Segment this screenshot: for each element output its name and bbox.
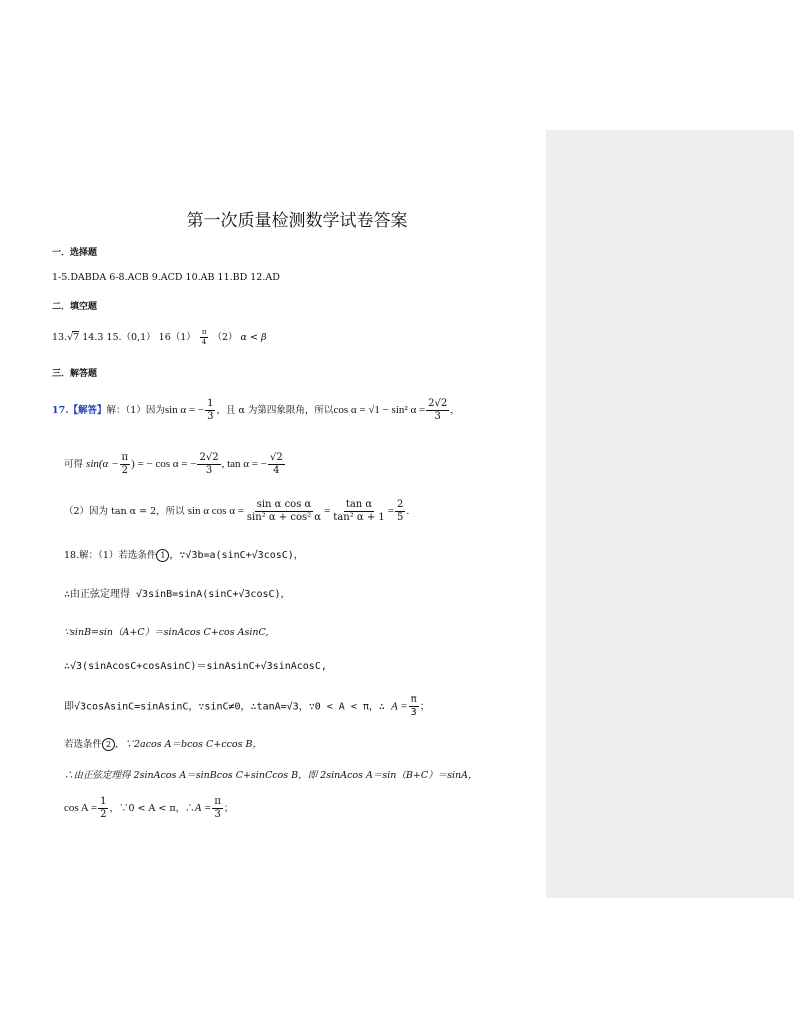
q18-line8: cos A = $\frac{1}{2}$ ，∵0 < A < π，∴A = $\frac{\pi}{3}$ ； <box>64 796 234 820</box>
q18-line1: 18.解：（1）若选条件 1 ，∵√3b=a(sinC+√3cosC)， <box>64 550 304 561</box>
circled-number: 1 <box>156 549 169 562</box>
fraction: $\frac{\pi}{3}$ <box>214 796 221 820</box>
q17-line3: （2）因为 tan α = 2，所以 sin α cos α = $\frac{\text{sin α cos α}}{\text{sin² α + cos² α}}$ = $\frac{\text{tan α}}{\text{tan² α + 1}}$ = $\frac{2}{5}$ . <box>64 499 410 523</box>
q18-line3: ∵sinB=sin（A+C）＝sinAcos C+cos AsinC, <box>64 627 269 638</box>
fraction: $\frac{1}{2}$ <box>100 796 107 820</box>
fill-answers: 13.√7 14.3 15.（0,1） 16（1） $\frac{\pi}{4}$ （2） α < β <box>52 328 267 346</box>
fraction: $\frac{2√2}{3}$ <box>199 452 219 476</box>
fraction: $\frac{\pi}{3}$ <box>410 694 417 718</box>
q17-line1: 17.【解答】解：（1）因为sin α = − $\frac{1}{3}$ ，且 α 为第四象限角，所以cos α = √1 − sin² α = $\frac{2√2}{3}$ ， <box>52 398 460 422</box>
section-solution-heading: 三．解答题 <box>52 369 98 379</box>
fill-text: 14.3 15.（0,1） 16（1） <box>79 332 196 343</box>
q18-line7: ∴由正弦定理得 2sinAcos A＝sinBcos C+sinCcos B，即 2sinAcos A＝sin（B+C）＝sinA， <box>64 770 478 781</box>
fraction: $\frac{\text{sin α cos α}}{\text{sin² α + cos² α}}$ <box>246 499 322 523</box>
fill-text: （2） <box>212 332 238 343</box>
comment-pane <box>546 130 794 898</box>
q18-line6: 若选条件 2 ，∵2acos A＝bcos C+ccos B， <box>64 739 263 750</box>
choice-answers: 1-5.DABDA 6-8.ACB 9.ACD 10.AB 11.BD 12.AD <box>52 272 280 283</box>
fraction: $\frac{2√2}{3}$ <box>428 398 448 422</box>
circled-number: 2 <box>102 738 115 751</box>
fraction: $\frac{√2}{4}$ <box>269 452 283 476</box>
fraction: $\frac{1}{3}$ <box>207 398 214 422</box>
fraction: $\frac{2}{5}$ <box>396 499 404 523</box>
fraction: $\frac{\pi}{2}$ <box>121 452 129 476</box>
page-title: 第一次质量检测数学试卷答案 <box>186 211 408 231</box>
section-fill-heading: 二．填空题 <box>52 302 98 312</box>
fraction: $\frac{\text{tan α}}{\text{tan² α + 1}}$ <box>333 499 385 523</box>
fraction: $\frac{\pi}{4}$ <box>201 328 207 346</box>
fill-math: α < β <box>240 332 267 343</box>
section-choice-heading: 一．选择题 <box>52 248 98 258</box>
q18-line2: ∴由正弦定理得 √3sinB=sinA(sinC+√3cosC)， <box>64 589 291 600</box>
q18-line4: ∴√3(sinAcosC+cosAsinC)＝sinAsinC+√3sinAcosC, <box>64 661 327 672</box>
q18-line5: 即√3cosAsinC=sinAsinC，∵sinC≠0，∴tanA=√3，∵0 < A < π，∴ A = $\frac{\pi}{3}$ ； <box>64 694 430 718</box>
fill-sqrt: 7 <box>73 332 80 343</box>
fill-text: 13. <box>52 332 68 343</box>
q17-line2: 可得 sin(α − $\frac{\pi}{2}$ ) = − cos α = − $\frac{2√2}{3}$ , tan α = − $\frac{√2}{4}$ <box>64 452 283 476</box>
q17-label: 17.【解答】 <box>52 405 107 416</box>
